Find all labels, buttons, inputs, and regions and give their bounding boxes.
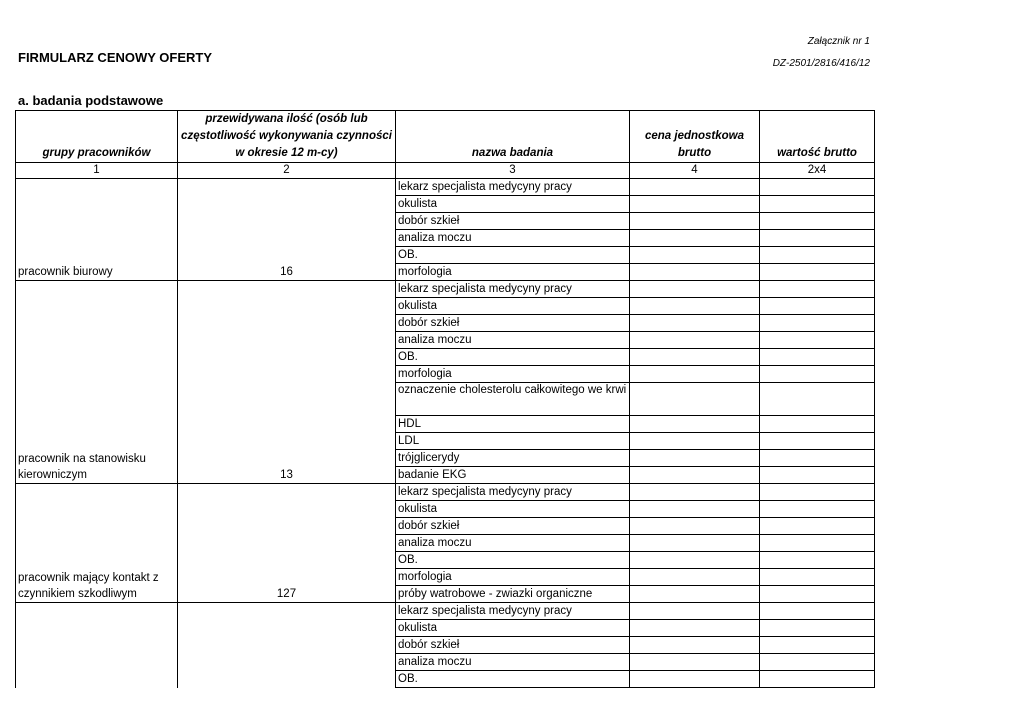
unit-price-cell[interactable] xyxy=(630,569,760,586)
price-table xyxy=(15,110,875,688)
unit-price-cell[interactable] xyxy=(630,586,760,603)
unit-price-cell[interactable] xyxy=(630,383,760,416)
value-cell[interactable] xyxy=(760,332,875,349)
value-cell[interactable] xyxy=(760,484,875,501)
unit-price-cell[interactable] xyxy=(630,518,760,535)
unit-price-cell[interactable] xyxy=(630,213,760,230)
unit-price-cell[interactable] xyxy=(630,332,760,349)
exam-name: morfologia xyxy=(396,569,630,586)
value-cell[interactable] xyxy=(760,179,875,196)
value-cell[interactable] xyxy=(760,535,875,552)
col-header-unit-price: cena jednostkowa brutto xyxy=(630,111,760,163)
exam-name: dobór szkieł xyxy=(396,518,630,535)
employee-group-name xyxy=(16,603,178,688)
exam-name: próby watrobowe - zwiazki organiczne xyxy=(396,586,630,603)
value-cell[interactable] xyxy=(760,501,875,518)
employee-group-name: pracownik na stanowisku kierowniczym xyxy=(16,281,178,484)
value-cell[interactable] xyxy=(760,349,875,366)
unit-price-cell[interactable] xyxy=(630,501,760,518)
col-number: 2 xyxy=(178,163,396,179)
exam-name: LDL xyxy=(396,433,630,450)
document-title: FIRMULARZ CENOWY OFERTY xyxy=(18,50,213,65)
exam-name: dobór szkieł xyxy=(396,315,630,332)
value-cell[interactable] xyxy=(760,366,875,383)
value-cell[interactable] xyxy=(760,603,875,620)
unit-price-cell[interactable] xyxy=(630,620,760,637)
value-cell[interactable] xyxy=(760,637,875,654)
section-heading: a. badania podstawowe xyxy=(18,93,164,108)
col-header-group: grupy pracowników xyxy=(16,111,178,163)
exam-name: analiza moczu xyxy=(396,535,630,552)
employee-group-block xyxy=(16,179,875,281)
employee-group-block xyxy=(16,281,875,484)
unit-price-cell[interactable] xyxy=(630,603,760,620)
document-reference: DZ-2501/2816/416/12 xyxy=(772,58,870,69)
value-cell[interactable] xyxy=(760,569,875,586)
unit-price-cell[interactable] xyxy=(630,484,760,501)
unit-price-cell[interactable] xyxy=(630,654,760,671)
exam-name: analiza moczu xyxy=(396,332,630,349)
unit-price-cell[interactable] xyxy=(630,467,760,484)
exam-name: OB. xyxy=(396,349,630,366)
col-number: 2x4 xyxy=(760,163,875,179)
exam-name: morfologia xyxy=(396,264,630,281)
unit-price-cell[interactable] xyxy=(630,366,760,383)
exam-name: analiza moczu xyxy=(396,654,630,671)
column-number-row xyxy=(16,163,875,179)
value-cell[interactable] xyxy=(760,433,875,450)
employee-group-quantity: 127 xyxy=(178,484,396,603)
exam-name: OB. xyxy=(396,552,630,569)
unit-price-cell[interactable] xyxy=(630,637,760,654)
col-number: 3 xyxy=(396,163,630,179)
unit-price-cell[interactable] xyxy=(630,247,760,264)
exam-name: morfologia xyxy=(396,366,630,383)
unit-price-cell[interactable] xyxy=(630,281,760,298)
exam-name: okulista xyxy=(396,501,630,518)
exam-name: HDL xyxy=(396,416,630,433)
attachment-label: Załącznik nr 1 xyxy=(807,36,870,47)
exam-name: analiza moczu xyxy=(396,230,630,247)
employee-group-block xyxy=(16,484,875,603)
value-cell[interactable] xyxy=(760,298,875,315)
exam-name: okulista xyxy=(396,620,630,637)
value-cell[interactable] xyxy=(760,416,875,433)
exam-name: lekarz specjalista medycyny pracy xyxy=(396,484,630,501)
value-cell[interactable] xyxy=(760,467,875,484)
value-cell[interactable] xyxy=(760,518,875,535)
value-cell[interactable] xyxy=(760,552,875,569)
unit-price-cell[interactable] xyxy=(630,433,760,450)
exam-name: OB. xyxy=(396,247,630,264)
exam-name: okulista xyxy=(396,298,630,315)
value-cell[interactable] xyxy=(760,264,875,281)
exam-name: OB. xyxy=(396,671,630,688)
col-number: 1 xyxy=(16,163,178,179)
exam-name: lekarz specjalista medycyny pracy xyxy=(396,603,630,620)
col-number: 4 xyxy=(630,163,760,179)
col-header-quantity: przewidywana ilość (osób lub częstotliwość wykonywania czynności w okresie 12 m-cy) xyxy=(178,111,396,163)
unit-price-cell[interactable] xyxy=(630,315,760,332)
value-cell[interactable] xyxy=(760,620,875,637)
value-cell[interactable] xyxy=(760,671,875,688)
table-row xyxy=(16,179,875,196)
exam-name: dobór szkieł xyxy=(396,213,630,230)
exam-name: okulista xyxy=(396,196,630,213)
exam-name: oznaczenie cholesterolu całkowitego we krwi xyxy=(396,383,630,416)
unit-price-cell[interactable] xyxy=(630,416,760,433)
unit-price-cell[interactable] xyxy=(630,552,760,569)
value-cell[interactable] xyxy=(760,213,875,230)
value-cell[interactable] xyxy=(760,247,875,264)
unit-price-cell[interactable] xyxy=(630,230,760,247)
exam-name: lekarz specjalista medycyny pracy xyxy=(396,281,630,298)
employee-group-quantity xyxy=(178,603,396,688)
employee-group-name: pracownik mający kontakt z czynnikiem szkodliwym xyxy=(16,484,178,603)
employee-group-quantity: 13 xyxy=(178,281,396,484)
value-cell[interactable] xyxy=(760,315,875,332)
exam-name: lekarz specjalista medycyny pracy xyxy=(396,179,630,196)
value-cell[interactable] xyxy=(760,586,875,603)
col-header-value: wartość brutto xyxy=(760,111,875,163)
employee-group-quantity: 16 xyxy=(178,179,396,281)
exam-name: dobór szkieł xyxy=(396,637,630,654)
value-cell[interactable] xyxy=(760,654,875,671)
table-row xyxy=(16,603,875,620)
unit-price-cell[interactable] xyxy=(630,264,760,281)
value-cell[interactable] xyxy=(760,383,875,416)
table-row xyxy=(16,281,875,298)
employee-group-block xyxy=(16,603,875,688)
value-cell[interactable] xyxy=(760,450,875,467)
value-cell[interactable] xyxy=(760,230,875,247)
unit-price-cell[interactable] xyxy=(630,298,760,315)
col-header-exam: nazwa badania xyxy=(396,111,630,163)
table-header-row xyxy=(16,111,875,163)
unit-price-cell[interactable] xyxy=(630,450,760,467)
exam-name: trójglicerydy xyxy=(396,450,630,467)
value-cell[interactable] xyxy=(760,281,875,298)
exam-name: badanie EKG xyxy=(396,467,630,484)
unit-price-cell[interactable] xyxy=(630,179,760,196)
table-row xyxy=(16,484,875,501)
unit-price-cell[interactable] xyxy=(630,535,760,552)
employee-group-name: pracownik biurowy xyxy=(16,179,178,281)
unit-price-cell[interactable] xyxy=(630,196,760,213)
unit-price-cell[interactable] xyxy=(630,671,760,688)
value-cell[interactable] xyxy=(760,196,875,213)
unit-price-cell[interactable] xyxy=(630,349,760,366)
